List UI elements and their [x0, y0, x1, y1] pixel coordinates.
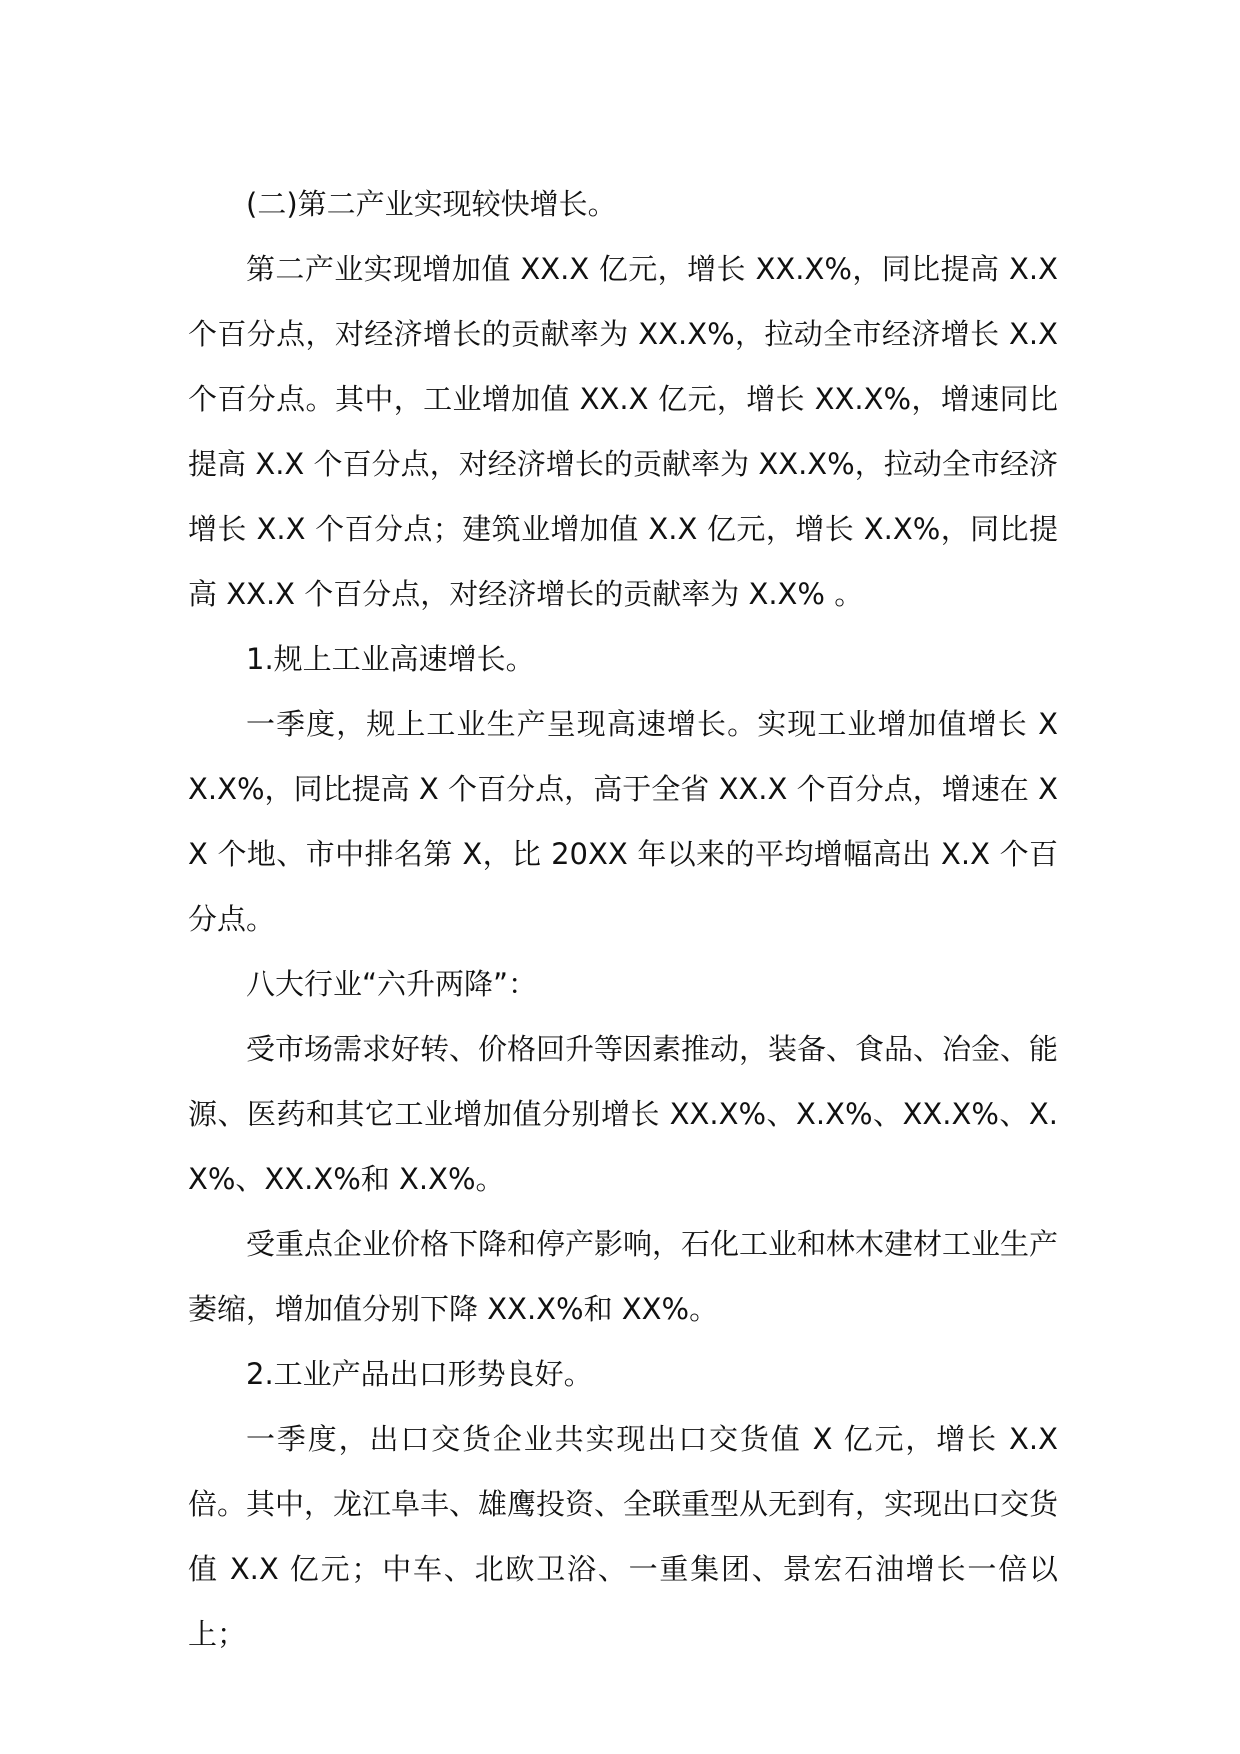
paragraph-industries-declining: 受重点企业价格下降和停产影响，石化工业和林木建材工业生产萎缩，增加值分别下降 XX.X%和 XX%。 [188, 1227, 1059, 1326]
paragraph-export-details: 一季度，出口交货企业共实现出口交货值 X 亿元，增长 X.X 倍。其中，龙江阜丰、雄鹰投资、全联重型从无到有，实现出口交货值 X.X 亿元；中车、北欧卫浴、一重集团、景宏石油增长一倍以上； [188, 1422, 1059, 1651]
paragraph-eight-industries-title: 八大行业“六升两降”： [246, 967, 538, 1001]
document-body [188, 172, 1058, 1667]
paragraph-industrial-growth: 一季度，规上工业生产呈现高速增长。实现工业增加值增长 XX.X%，同比提高 X 个百分点，高于全省 XX.X 个百分点，增速在 XX 个地、市中排名第 X，比 20XX 年以来的平均增幅高出 X.X 个百分点。 [188, 707, 1058, 936]
subheading-export: 2.工业产品出口形势良好。 [246, 1357, 593, 1391]
paragraph-industries-rising: 受市场需求好转、价格回升等因素推动，装备、食品、冶金、能源、医药和其它工业增加值分别增长 XX.X%、X.X%、XX.X%、X.X%、XX.X%和 X.X%。 [188, 1032, 1059, 1196]
section-heading-secondary-industry: (二)第二产业实现较快增长。 [246, 187, 617, 221]
subheading-industrial-growth: 1.规上工业高速增长。 [246, 642, 535, 676]
paragraph-secondary-industry-summary: 第二产业实现增加值 XX.X 亿元，增长 XX.X%，同比提高 X.X 个百分点，对经济增长的贡献率为 XX.X%，拉动全市经济增长 X.X 个百分点。其中，工业增加值 XX.X 亿元，增长 XX.X%，增速同比提高 X.X 个百分点，对经济增长的贡献率为 XX.X%，拉动全市经济增长 X.X 个百分点；建筑业增加值 X.X 亿元，增长 X.X%，同比提高 XX.X 个百分点，对经济增长的贡献率为 X.X% 。 [188, 252, 1058, 611]
